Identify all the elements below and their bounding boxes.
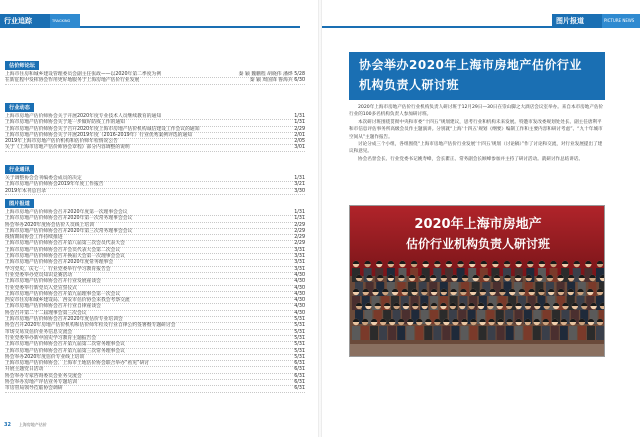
toc-row-title: 协会举办房地产评估业务专题培训 xyxy=(5,380,77,386)
toc-row-issue: 4/30 xyxy=(294,304,305,310)
toc-row-title: 在新征程中发挥协会作用更好地服务于上海房地产估价行业发展 xyxy=(5,78,140,84)
toc-row-title: 上海市房地产估价师协会召开第九届第三次常务理事会议 xyxy=(5,348,125,354)
left-page xyxy=(0,0,318,437)
toc-row-issue: 3/01 xyxy=(294,145,305,151)
toc-row-title: 行业党委举办新中国史学习教育主题报告会 xyxy=(5,335,97,341)
toc-row-issue: 4/30 xyxy=(294,279,305,285)
toc-row-issue: 6/31 xyxy=(294,386,305,392)
toc-row-issue: 1/31 xyxy=(294,114,305,119)
toc-row-title: 协会举办2020年度估价专业线上培训 xyxy=(5,354,85,360)
toc-row-issue: 2/29 xyxy=(294,126,305,132)
toc-row-title: 上海市房地产估价师协会、上海市土地估价协会联合举办“看见”研讨 xyxy=(5,361,150,367)
article-body xyxy=(349,104,605,163)
toc-row-issue: 6/31 xyxy=(294,373,305,379)
article-title-line2: 机构负责人研讨班 xyxy=(359,78,460,92)
toc-row-title: 上海市房地产估价师协会2019年年度工作报告 xyxy=(5,182,104,188)
toc-row-title: 上海市房地产估价师协会召开2020年第一次常务理事会会议 xyxy=(5,216,133,222)
toc-row-title: 上海市房地产估价师协会关于召开2020年度上海市房地产估价机构诚信建设工作会议的通知 xyxy=(5,126,200,132)
toc-section-title: 估价师论坛 xyxy=(5,61,39,70)
toc-row-issue: 1/31 xyxy=(294,210,305,215)
toc-row-title: 上海市房地产估价师协会召开第九届理事会第一次会议 xyxy=(5,291,121,297)
toc-section xyxy=(5,94,305,152)
section-tab: 行业追踪 xyxy=(0,14,50,28)
toc-row-title: 2019年本刊总目录 xyxy=(5,188,46,194)
toc-row-issue: 5/31 xyxy=(294,329,305,335)
toc-section-title: 行业动态 xyxy=(5,103,34,112)
photo-banner-line1: 2020年上海市房地产 xyxy=(414,217,542,232)
toc-row-issue: 1/31 xyxy=(294,216,305,222)
toc-row-title: 开展主题党日活动 xyxy=(5,367,44,373)
toc-row-title: 关于《上海市房地产估价师协会章程》部分内容调整的说明 xyxy=(5,145,130,151)
toc-row-title: 上海市房地产估价师协会召开换届大会第一次理事会会议 xyxy=(5,254,125,260)
toc-row-issue: 1/31 xyxy=(294,176,305,181)
toc-row-title: 上海市房地产估价师协会召开第八届第三次会员代表大会 xyxy=(5,241,125,247)
toc-section-title: 图片报道 xyxy=(5,199,34,208)
toc-row-title: 关于调整协会会刊编委会成员的决定 xyxy=(5,176,82,181)
toc-row-issue: 秦 颖 周国锋 鲁海兵 6/30 xyxy=(249,78,305,84)
toc-row-title: 上海市房地产估价师协会关于进一步做好防疫工作的通知 xyxy=(5,120,125,126)
toc-row-issue: 5/31 xyxy=(294,335,305,341)
article-paragraph: 2020年上海市房地产估价行业机构负责人研讨班于12月29日—30日在崇山脚之大酒店会议室举办。来自本市房地产估价行业的100多名机构负责人参加研讨班。 xyxy=(349,105,604,118)
toc-row-issue: 5/31 xyxy=(294,342,305,348)
toc-row-issue: 2/01 xyxy=(294,132,305,138)
toc-section xyxy=(5,52,305,85)
toc-row-title: 上海市房地产估价师协会召开行业发展座谈会 xyxy=(5,279,101,285)
section-tab-sub: PICTURE NEWS xyxy=(602,14,640,28)
page-number: 32 xyxy=(4,422,11,428)
toc-row-issue: 3/30 xyxy=(294,188,305,194)
toc-row-issue: 3/31 xyxy=(294,254,305,260)
toc-row-issue: 5/31 xyxy=(294,317,305,323)
toc-row-issue: 4/30 xyxy=(294,298,305,304)
toc-row-issue: 5/31 xyxy=(294,348,305,354)
article-title-banner xyxy=(349,52,605,100)
group-photo xyxy=(349,205,605,357)
toc-row-title: 协会召开2020年房地产估价机构和估价师年检及行业自律公约签署暨专题研讨会 xyxy=(5,323,176,329)
toc-row-issue: 3/21 xyxy=(294,182,305,188)
toc-row-issue: 6/31 xyxy=(294,380,305,386)
toc-section xyxy=(5,190,305,393)
toc-row-issue: 2/05 xyxy=(294,139,305,145)
toc-row-title: 学习党史，庆七一，行业党委举行学习教育报告会 xyxy=(5,266,111,272)
toc-row-issue: 4/30 xyxy=(294,310,305,316)
toc-row-title: 2019年上海市房地产估价机构和估价师年检情况公告 xyxy=(5,139,118,145)
left-footer xyxy=(4,422,47,428)
toc-row-title: 行业党委举行新党员入党宣誓仪式 xyxy=(5,285,77,291)
article-paragraph: 讨论分成三个小组，各组围绕“上海市房地产估价行业发展‘十四五’规划（讨论稿）”作了讨论和交流，对行业发展提出了建议和意见。 xyxy=(349,142,603,155)
toc-row[interactable] xyxy=(5,386,305,392)
toc-row-issue: 6/31 xyxy=(294,361,305,367)
journal-name: 上海房地产估价 xyxy=(18,422,47,427)
article-paragraph: 协会名誉会长、行业党委书记姚寿峰，会长瞿正、常务副会长顾峰参加并主持了研讨活动。就研讨作总结讲话。 xyxy=(358,156,584,162)
right-page-header xyxy=(322,14,640,28)
toc-row[interactable] xyxy=(5,78,305,84)
right-page xyxy=(322,0,640,437)
left-page-header xyxy=(0,14,300,28)
toc-row-issue: 3/31 xyxy=(294,266,305,272)
toc-row-title: 疫情期间协会工作持续推进 xyxy=(5,235,63,241)
toc-row-issue: 2/29 xyxy=(294,228,305,234)
toc-row-title: 协会举办专家咨询委员会业务交流会 xyxy=(5,373,82,379)
toc-row-title: 上海市房地产估价师协会关于开展2020年度专业技术人员继续教育的通知 xyxy=(5,114,162,119)
toc-row-title: 上海市房地产估价师协会召开会员代表大会第二次会议 xyxy=(5,247,121,253)
toc-row-title: 协会举办2020年度协会估价人员线上培训 xyxy=(5,222,94,228)
toc-row-title: 市场交易及估价业务信息交流会 xyxy=(5,329,73,335)
toc-row-title: 协会召开第二十二届理事会第三次会议 xyxy=(5,310,87,316)
toc-section-title: 行业通讯 xyxy=(5,165,34,174)
toc-row[interactable] xyxy=(5,145,305,151)
toc-row-title: 上海市房地产估价师协会召开第九届第二次常务理事会议 xyxy=(5,342,125,348)
toc-row-title: 市房管局领导莅临协会调研 xyxy=(5,386,63,392)
header-rule xyxy=(322,26,552,28)
toc-row-issue: 3/31 xyxy=(294,247,305,253)
toc-row-title: 上海市房地产估价师协会召开2020年第三次常务理事会会议 xyxy=(5,228,133,234)
group-photo-image xyxy=(350,206,605,357)
toc-row-title: 行业党委举办党员知识竞赛活动 xyxy=(5,272,73,278)
toc-row-issue: 4/30 xyxy=(294,291,305,297)
toc-row-title: 上海市房地产估价师协会召开行业自律座谈会 xyxy=(5,304,101,310)
toc-row-title: 上海市房地产估价师协会召开2020年度常务理事会 xyxy=(5,260,114,266)
photo-banner-line2: 估价行业机构负责人研讨班 xyxy=(405,237,551,251)
toc-row-title: 上海市房地产估价师协会关于开展2019年度（2016-2019年）行业优秀案例评选的通知 xyxy=(5,132,193,138)
toc-row-issue: 2/29 xyxy=(294,241,305,247)
toc-row-issue: 4/30 xyxy=(294,285,305,291)
toc-row-title: 上海市房地产估价师协会召开2020年度估价专业培训会 xyxy=(5,317,123,323)
toc-row-issue: 5/31 xyxy=(294,323,305,329)
toc-row-issue: 6/31 xyxy=(294,367,305,373)
toc-row-issue: 秦 颖 魏鹏程 胡晓伟 潘烨 5/28 xyxy=(238,72,305,77)
toc-row-issue: 3/31 xyxy=(294,260,305,266)
toc-row-title: 上海市住房和城乡建设管理委员会副主任张政——以2020年第二季度为例 xyxy=(5,72,162,77)
section-tab-sub: TRACKING xyxy=(50,14,80,28)
toc-row-issue: 2/29 xyxy=(294,222,305,228)
toc-row-title: 上海市房地产估价师协会召开2020年度第一次理事会会议 xyxy=(5,210,128,215)
article-title-line1: 协会举办2020年上海市房地产估价行业 xyxy=(359,58,582,72)
toc-row-issue: 2/29 xyxy=(294,235,305,241)
toc-row-issue: 5/31 xyxy=(294,354,305,360)
header-rule xyxy=(80,26,300,28)
article-paragraph: 本次研讨班围绕贯彻中央和市委“十四五”规划建议，思考行业和机构未来发展。特邀市发改委规划处处长、副主任唐利平和市信息评估事务所高级会员作主题演讲。分别就“上海‘十四五’规划《纲要》编制工作和主要内容和研讨考虑”、“九十年城市空间从”主题作报告。 xyxy=(349,119,603,140)
toc-row-issue: 1/31 xyxy=(294,120,305,126)
toc-row-title: 西安市住房和城乡建设局、西安市估价协会来我会考察交流 xyxy=(5,298,130,304)
toc-row-issue: 4/30 xyxy=(294,272,305,278)
section-tab: 图片报道 xyxy=(552,14,602,28)
